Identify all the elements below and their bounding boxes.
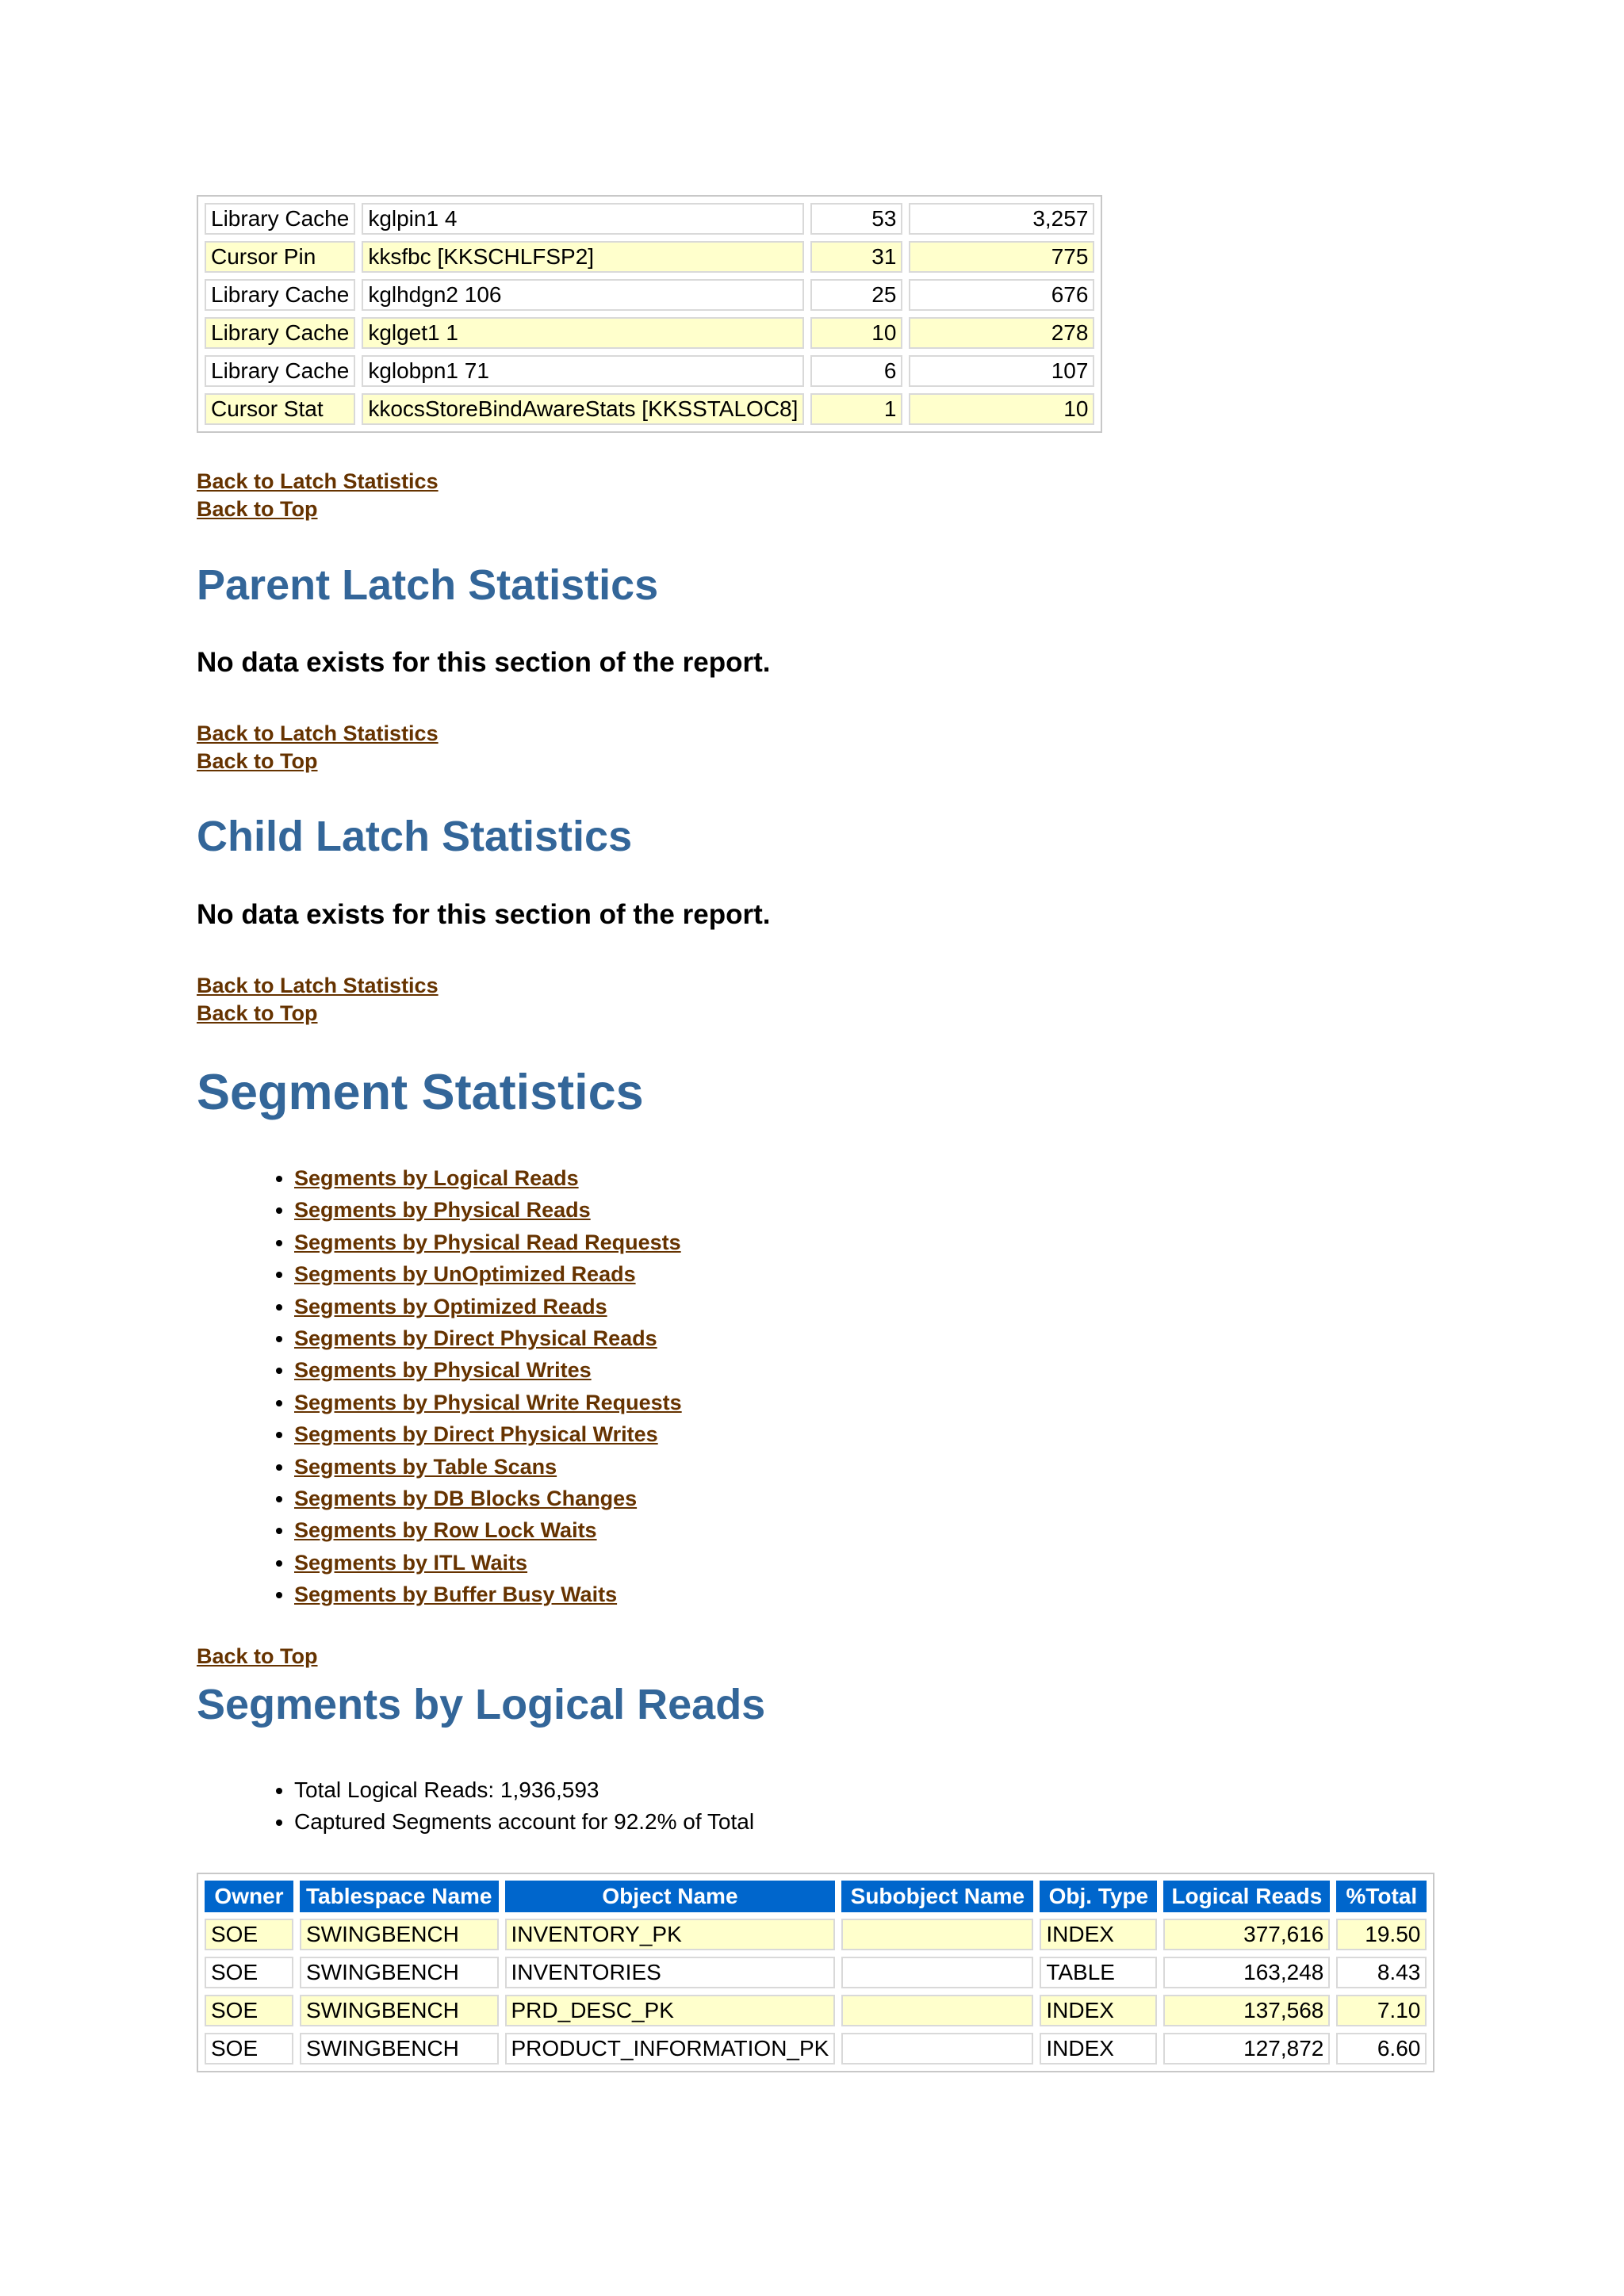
segments-optimized-reads-link[interactable]: Segments by Optimized Reads (294, 1294, 607, 1318)
obj-type-cell: INDEX (1040, 1995, 1157, 2026)
object-name-cell: PRD_DESC_PK (505, 1995, 836, 2026)
logical-reads-summary (197, 1774, 754, 1838)
segments-logical-reads-table (197, 1873, 1434, 2072)
back-to-top-link[interactable]: Back to Top (197, 1001, 318, 1025)
nowait-misses-cell: 6 (810, 355, 902, 387)
logical-reads-cell: 163,248 (1163, 1957, 1330, 1988)
owner-cell: SOE (205, 1995, 293, 2026)
segments-db-blocks-changes-link[interactable]: Segments by DB Blocks Changes (294, 1487, 638, 1511)
pct-total-cell: 6.60 (1336, 2033, 1427, 2064)
sleeps-cell: 278 (909, 317, 1094, 349)
tablespace-cell: SWINGBENCH (300, 2033, 499, 2064)
latch-name-cell: Cursor Pin (205, 241, 355, 273)
subobject-cell (841, 1995, 1033, 2026)
table-row (205, 317, 1094, 349)
table-row (205, 1957, 1427, 1988)
logical-reads-cell: 377,616 (1163, 1919, 1330, 1950)
subobject-cell (841, 1957, 1033, 1988)
tablespace-cell: SWINGBENCH (300, 1957, 499, 1988)
logical-reads-cell: 127,872 (1163, 2033, 1330, 2064)
sleeps-cell: 676 (909, 279, 1094, 311)
list-item (294, 1514, 682, 1546)
list-item (294, 1226, 682, 1258)
table-row (205, 279, 1094, 311)
where-cell: kkocsStoreBindAwareStats [KKSSTALOC8] (362, 393, 804, 425)
pct-total-cell: 19.50 (1336, 1919, 1427, 1950)
segments-logical-reads-heading: Segments by Logical Reads (197, 1681, 766, 1728)
list-item (294, 1418, 682, 1450)
column-header[interactable]: Tablespace Name (300, 1881, 499, 1912)
column-header[interactable]: Subobject Name (841, 1881, 1033, 1912)
tablespace-cell: SWINGBENCH (300, 1995, 499, 2026)
obj-type-cell: TABLE (1040, 1957, 1157, 1988)
nowait-misses-cell: 31 (810, 241, 902, 273)
tablespace-cell: SWINGBENCH (300, 1919, 499, 1950)
parent-latch-no-data: No data exists for this section of the report. (197, 647, 771, 678)
segments-direct-physical-reads-link[interactable]: Segments by Direct Physical Reads (294, 1326, 657, 1351)
object-name-cell: INVENTORY_PK (505, 1919, 836, 1950)
sleeps-cell: 107 (909, 355, 1094, 387)
list-item (294, 1194, 682, 1226)
segments-buffer-busy-waits-link[interactable]: Segments by Buffer Busy Waits (294, 1582, 618, 1607)
table-row (205, 1995, 1427, 2026)
where-cell: kglget1 1 (362, 317, 804, 349)
sleeps-cell: 775 (909, 241, 1094, 273)
back-to-top-link[interactable]: Back to Top (197, 1644, 318, 1668)
segment-statistics-heading: Segment Statistics (197, 1065, 644, 1120)
column-header[interactable]: Logical Reads (1163, 1881, 1330, 1912)
back-to-top-link[interactable]: Back to Top (197, 749, 318, 773)
table-row (205, 1919, 1427, 1950)
table-row (205, 2033, 1427, 2064)
segments-physical-reads-link[interactable]: Segments by Physical Reads (294, 1198, 591, 1223)
where-cell: kglhdgn2 106 (362, 279, 804, 311)
list-item (294, 1258, 682, 1290)
nowait-misses-cell: 25 (810, 279, 902, 311)
nowait-misses-cell: 1 (810, 393, 902, 425)
logical-reads-cell: 137,568 (1163, 1995, 1330, 2026)
segments-direct-physical-writes-link[interactable]: Segments by Direct Physical Writes (294, 1422, 658, 1447)
list-item (294, 1387, 682, 1418)
table-header-row (205, 1881, 1427, 1912)
pct-total-cell: 7.10 (1336, 1995, 1427, 2026)
sleeps-cell: 10 (909, 393, 1094, 425)
where-cell: kglpin1 4 (362, 203, 804, 235)
segments-physical-write-requests-link[interactable]: Segments by Physical Write Requests (294, 1390, 682, 1414)
where-cell: kksfbc [KKSCHLFSP2] (362, 241, 804, 273)
table-row (205, 203, 1094, 235)
nowait-misses-cell: 53 (810, 203, 902, 235)
segments-itl-waits-link[interactable]: Segments by ITL Waits (294, 1550, 528, 1575)
latch-name-cell: Library Cache (205, 317, 355, 349)
table-row (205, 393, 1094, 425)
segments-logical-reads-link[interactable]: Segments by Logical Reads (294, 1166, 579, 1190)
back-to-latch-statistics-link[interactable]: Back to Latch Statistics (197, 469, 439, 493)
column-header[interactable]: Object Name (505, 1881, 836, 1912)
segments-row-lock-waits-link[interactable]: Segments by Row Lock Waits (294, 1518, 597, 1543)
segments-physical-writes-link[interactable]: Segments by Physical Writes (294, 1358, 592, 1383)
child-latch-no-data: No data exists for this section of the report. (197, 899, 771, 930)
column-header[interactable]: Obj. Type (1040, 1881, 1157, 1912)
back-to-latch-statistics-link[interactable]: Back to Latch Statistics (197, 721, 439, 745)
owner-cell: SOE (205, 1957, 293, 1988)
object-name-cell: INVENTORIES (505, 1957, 836, 1988)
object-name-cell: PRODUCT_INFORMATION_PK (505, 2033, 836, 2064)
segments-physical-read-requests-link[interactable]: Segments by Physical Read Requests (294, 1230, 681, 1254)
list-item (294, 1322, 682, 1354)
list-item (294, 1291, 682, 1322)
column-header[interactable]: %Total (1336, 1881, 1427, 1912)
sleeps-cell: 3,257 (909, 203, 1094, 235)
obj-type-cell: INDEX (1040, 1919, 1157, 1950)
pct-total-cell: 8.43 (1336, 1957, 1427, 1988)
segment-statistics-list (197, 1162, 682, 1611)
latch-name-cell: Library Cache (205, 203, 355, 235)
list-item (294, 1483, 682, 1514)
list-item (294, 1162, 682, 1194)
list-item (294, 1451, 682, 1483)
subobject-cell (841, 2033, 1033, 2064)
latch-name-cell: Cursor Stat (205, 393, 355, 425)
child-latch-heading: Child Latch Statistics (197, 813, 633, 860)
list-item (294, 1578, 682, 1610)
latch-miss-table (197, 195, 1102, 433)
owner-cell: SOE (205, 2033, 293, 2064)
nowait-misses-cell: 10 (810, 317, 902, 349)
table-row (205, 241, 1094, 273)
subobject-cell (841, 1919, 1033, 1950)
table-row (205, 355, 1094, 387)
back-to-latch-statistics-link[interactable]: Back to Latch Statistics (197, 974, 439, 997)
latch-name-cell: Library Cache (205, 279, 355, 311)
column-header[interactable]: Owner (205, 1881, 293, 1912)
latch-name-cell: Library Cache (205, 355, 355, 387)
owner-cell: SOE (205, 1919, 293, 1950)
list-item (294, 1547, 682, 1578)
list-item (294, 1354, 682, 1386)
list-item: • Total Logical Reads: 1,936,593 (294, 1774, 754, 1806)
obj-type-cell: INDEX (1040, 2033, 1157, 2064)
back-to-top-link[interactable]: Back to Top (197, 497, 318, 521)
segments-unoptimized-reads-link[interactable]: Segments by UnOptimized Reads (294, 1262, 636, 1287)
list-item: • Captured Segments account for 92.2% of Total (294, 1806, 754, 1838)
where-cell: kglobpn1 71 (362, 355, 804, 387)
parent-latch-heading: Parent Latch Statistics (197, 561, 659, 609)
segments-table-scans-link[interactable]: Segments by Table Scans (294, 1454, 557, 1479)
